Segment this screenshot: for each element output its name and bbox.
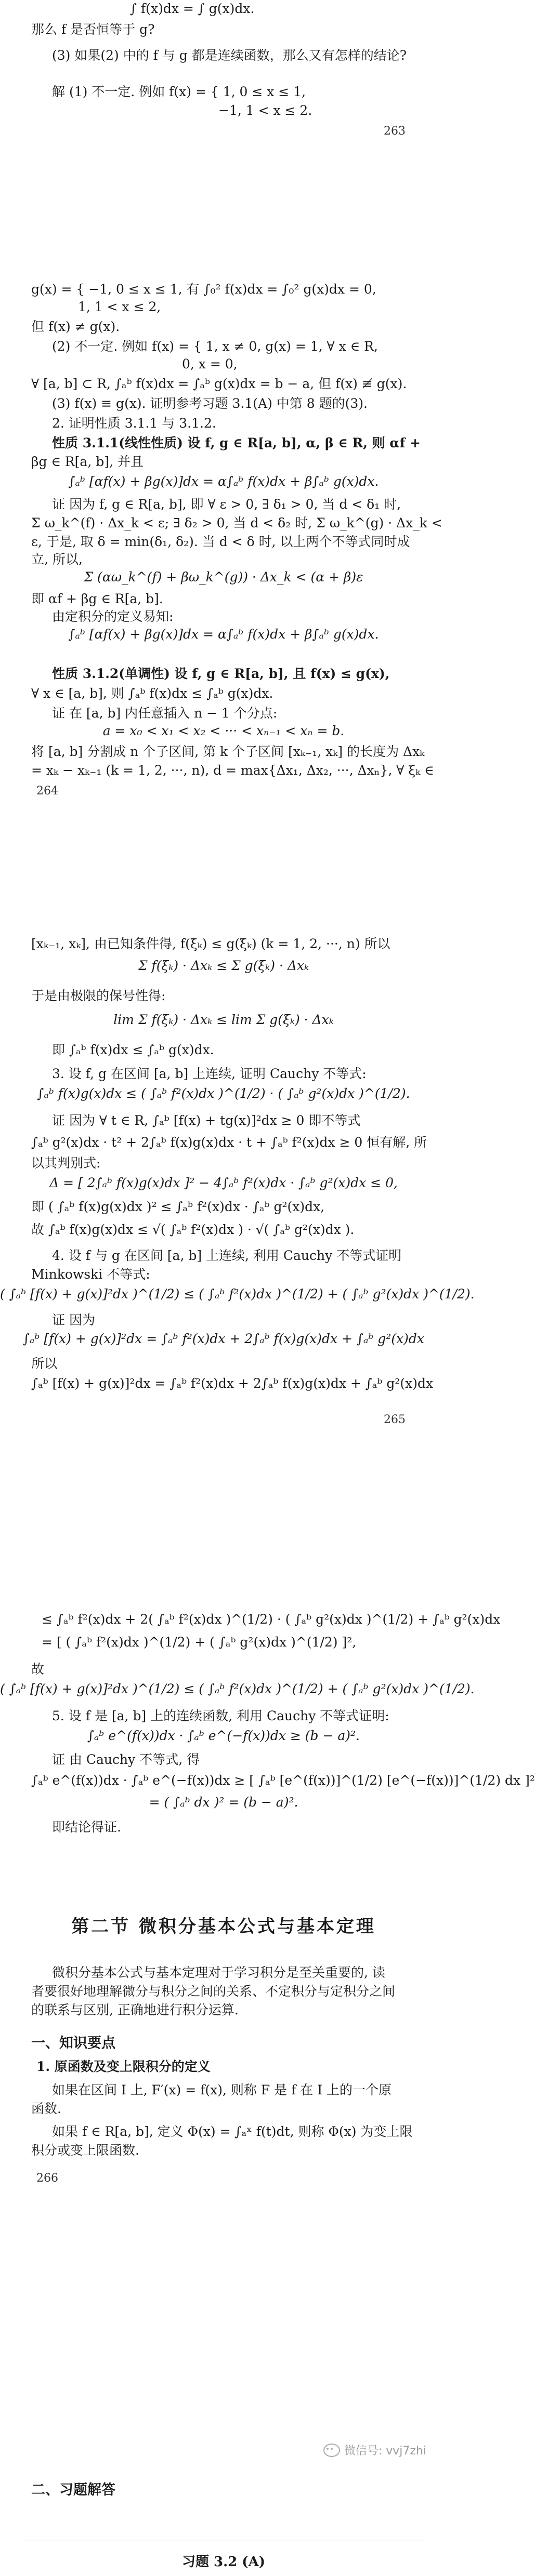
formula: ∫ₐᵇ [αf(x) + βg(x)]dx = α∫ₐᵇ f(x)dx + β∫ₐᵇ g(x)dx.	[68, 474, 379, 489]
text-line: 1, 1 < x ≤ 2,	[78, 299, 161, 314]
text-line: 0, x = 0,	[182, 356, 238, 371]
text-line: ∫ₐᵇ e^(f(x))dx · ∫ₐᵇ e^(−f(x))dx ≥ [ ∫ₐᵇ [e^(f(x))]^(1/2) [e^(−f(x))]^(1/2) dx ]²	[31, 1773, 535, 1788]
text-line: βg ∈ R[a, b], 并且	[31, 454, 143, 469]
text-line: [xₖ₋₁, xₖ], 由已知条件得, f(ξₖ) ≤ g(ξₖ) (k = 1, 2, ···, n) 所以	[31, 936, 390, 951]
text-line: 所以	[31, 1356, 58, 1371]
text-line: 证 因为 ∀ t ∈ R, ∫ₐᵇ [f(x) + tg(x)]²dx ≥ 0 即不等式	[52, 1113, 361, 1128]
text-line: 3. 设 f, g 在区间 [a, b] 上连续, 证明 Cauchy 不等式:	[52, 1066, 367, 1081]
text-line: 性质 3.1.2(单调性) 设 f, g ∈ R[a, b], 且 f(x) ≤ g(x),	[52, 666, 390, 681]
text-line: 证 因为	[52, 1312, 95, 1327]
text-line: ∀ x ∈ [a, b], 则 ∫ₐᵇ f(x)dx ≤ ∫ₐᵇ g(x)dx.	[31, 686, 273, 701]
text-line: 证 在 [a, b] 内任意插入 n − 1 个分点:	[52, 706, 278, 721]
text-line: = [ ( ∫ₐᵇ f²(x)dx )^(1/2) + ( ∫ₐᵇ g²(x)dx )^(1/2) ]²,	[42, 1635, 357, 1650]
text-line: 证 因为 f, g ∈ R[a, b], 即 ∀ ε > 0, ∃ δ₁ > 0, 当 d < δ₁ 时,	[52, 497, 401, 512]
text-line: 证 由 Cauchy 不等式, 得	[52, 1752, 200, 1767]
text-line: 4. 设 f 与 g 在区间 [a, b] 上连续, 利用 Cauchy 不等式证明	[52, 1248, 402, 1263]
text-line: ε, 于是, 取 δ = min(δ₁, δ₂). 当 d < δ 时, 以上两个不等式同时成	[31, 534, 410, 549]
page-number: 264	[36, 785, 58, 798]
text-line: 将 [a, b] 分割成 n 个子区间, 第 k 个子区间 [xₖ₋₁, xₖ] 的长度为 Δxₖ	[31, 744, 425, 759]
text-line: 如果 f ∈ R[a, b], 定义 Φ(x) = ∫ₐˣ f(t)dt, 则称 Φ(x) 为变上限	[52, 2124, 413, 2139]
formula: lim Σ f(ξₖ) · Δxₖ ≤ lim Σ g(ξₖ) · Δxₖ	[113, 1012, 334, 1027]
text-line: 即 ∫ₐᵇ f(x)dx ≤ ∫ₐᵇ g(x)dx.	[52, 1042, 214, 1057]
text-line: 的联系与区别, 正确地进行积分运算.	[31, 2002, 239, 2017]
page-264	[0, 281, 447, 665]
formula: ∫ₐᵇ [αf(x) + βg(x)]dx = α∫ₐᵇ f(x)dx + β∫ₐᵇ g(x)dx.	[68, 627, 379, 642]
page-265	[0, 935, 475, 1486]
text-line: = xₖ − xₖ₋₁ (k = 1, 2, ···, n), d = max{Δx₁, Δx₂, ···, Δxₙ}, ∀ ξₖ ∈	[31, 763, 434, 778]
text-line: 立, 所以,	[31, 552, 83, 567]
text-line: 故 ∫ₐᵇ f(x)g(x)dx ≤ √( ∫ₐᵇ f²(x)dx ) · √( ∫ₐᵇ g²(x)dx ).	[31, 1222, 355, 1237]
text-line: 解 (1) 不一定. 例如 f(x) = { 1, 0 ≤ x ≤ 1,	[52, 84, 306, 99]
text-line: 于是由极限的保号性得:	[31, 988, 166, 1003]
formula: Σ (αω_k^(f) + βω_k^(g)) · Δx_k < (α + β)ε	[84, 569, 363, 585]
text-line: ∫ f(x)dx = ∫ g(x)dx.	[130, 1, 255, 16]
formula: ( ∫ₐᵇ [f(x) + g(x)]²dx )^(1/2) ≤ ( ∫ₐᵇ f²(x)dx )^(1/2) + ( ∫ₐᵇ g²(x)dx )^(1/2).	[0, 1286, 475, 1302]
text-line: 故	[31, 1662, 45, 1677]
page-number: 266	[36, 2172, 58, 2185]
text-line: 那么 f 是否恒等于 g?	[31, 22, 155, 37]
text-line: ≤ ∫ₐᵇ f²(x)dx + 2( ∫ₐᵇ f²(x)dx )^(1/2) · ( ∫ₐᵇ g²(x)dx )^(1/2) + ∫ₐᵇ g²(x)dx	[42, 1612, 501, 1627]
wechat-icon	[323, 2444, 340, 2457]
formula: Σ f(ξₖ) · Δxₖ ≤ Σ g(ξₖ) · Δxₖ	[138, 958, 309, 973]
heading-exercise-answers: 二、习题解答	[31, 2482, 115, 2498]
formula: a = x₀ < x₁ < x₂ < ··· < xₙ₋₁ < xₙ = b.	[102, 723, 345, 738]
text-line: (2) 不一定. 例如 f(x) = { 1, x ≠ 0, g(x) = 1, ∀ x ∈ R,	[52, 339, 378, 354]
exercise-title: 习题 3.2 (A)	[181, 2554, 266, 2570]
text-line: ∫ₐᵇ [f(x) + g(x)]²dx = ∫ₐᵇ f²(x)dx + 2∫ₐᵇ f(x)g(x)dx + ∫ₐᵇ g²(x)dx	[31, 1376, 434, 1391]
text-line: 由定积分的定义易知:	[52, 609, 174, 624]
formula: ∫ₐᵇ e^(f(x))dx · ∫ₐᵇ e^(−f(x))dx ≥ (b − a)².	[87, 1728, 360, 1743]
wechat-watermark	[323, 2442, 426, 2458]
text-line: ∀ [a, b] ⊂ R, ∫ₐᵇ f(x)dx = ∫ₐᵇ g(x)dx = b − a, 但 f(x) ≢ g(x).	[31, 376, 407, 391]
page-number: 265	[384, 1413, 406, 1426]
text-line: 积分或变上限函数.	[31, 2143, 139, 2158]
heading-antiderivative-definition: 1. 原函数及变上限积分的定义	[36, 2059, 211, 2074]
text-line: 函数.	[31, 2101, 61, 2116]
text-line: 微积分基本公式与基本定理对于学习积分是至关重要的, 读	[52, 1965, 385, 1980]
text-line: 以其判别式:	[31, 1156, 101, 1171]
formula: ∫ₐᵇ [f(x) + g(x)]²dx = ∫ₐᵇ f²(x)dx + 2∫ₐᵇ f(x)g(x)dx + ∫ₐᵇ g²(x)dx	[22, 1331, 425, 1346]
text-line: ∫ₐᵇ g²(x)dx · t² + 2∫ₐᵇ f(x)g(x)dx · t + ∫ₐᵇ f²(x)dx ≥ 0 恒有解, 所	[31, 1135, 427, 1150]
text-line: Σ ω_k^(f) · Δx_k < ε; ∃ δ₂ > 0, 当 d < δ₂ 时, Σ ω_k^(g) · Δx_k <	[31, 515, 442, 530]
page-263	[0, 0, 447, 166]
text-line: 2. 证明性质 3.1.1 与 3.1.2.	[52, 416, 216, 431]
watermark-text: 微信号: vvj7zhi	[344, 2445, 426, 2458]
text-line: 即 αf + βg ∈ R[a, b].	[31, 591, 163, 606]
text-line: 5. 设 f 是 [a, b] 上的连续函数, 利用 Cauchy 不等式证明:	[52, 1708, 389, 1723]
text-line: Minkowski 不等式:	[31, 1267, 150, 1282]
text-line: g(x) = { −1, 0 ≤ x ≤ 1, 有 ∫₀² f(x)dx = ∫₀² g(x)dx = 0,	[31, 282, 376, 297]
page-264-cont	[0, 665, 447, 831]
text-line: (3) f(x) ≡ g(x). 证明参考习题 3.1(A) 中第 8 题的(3).	[52, 396, 368, 411]
page-266	[0, 1611, 535, 2338]
text-line: 即 ( ∫ₐᵇ f(x)g(x)dx )² ≤ ∫ₐᵇ f²(x)dx · ∫ₐᵇ g²(x)dx,	[31, 1199, 325, 1214]
text-line: 如果在区间 I 上, F′(x) = f(x), 则称 F 是 f 在 I 上的一个原	[52, 2082, 392, 2097]
text-line: 但 f(x) ≠ g(x).	[31, 319, 120, 334]
heading-knowledge-points: 一、知识要点	[31, 2035, 115, 2051]
text-line: −1, 1 < x ≤ 2.	[218, 103, 312, 118]
formula: ∫ₐᵇ f(x)g(x)dx ≤ ( ∫ₐᵇ f²(x)dx )^(1/2) · ( ∫ₐᵇ g²(x)dx )^(1/2).	[37, 1086, 410, 1101]
text-line: 者要很好地理解微分与积分之间的关系、不定积分与定积分之间	[31, 1984, 396, 1999]
formula: ( ∫ₐᵇ [f(x) + g(x)]²dx )^(1/2) ≤ ( ∫ₐᵇ f²(x)dx )^(1/2) + ( ∫ₐᵇ g²(x)dx )^(1/2).	[0, 1681, 475, 1696]
formula: = ( ∫ₐᵇ dx )² = (b − a)².	[149, 1795, 298, 1810]
section-title: 第二节 微积分基本公式与基本定理	[71, 1916, 376, 1937]
text-line: (3) 如果(2) 中的 f 与 g 都是连续函数，那么又有怎样的结论?	[52, 48, 407, 63]
formula: Δ = [ 2∫ₐᵇ f(x)g(x)dx ]² − 4∫ₐᵇ f²(x)dx · ∫ₐᵇ g²(x)dx ≤ 0,	[49, 1175, 398, 1190]
text-line: 即结论得证.	[52, 1820, 121, 1835]
page-number: 263	[384, 125, 406, 138]
text-line: 性质 3.1.1(线性性质) 设 f, g ∈ R[a, b], α, β ∈ R, 则 αf +	[52, 435, 421, 450]
